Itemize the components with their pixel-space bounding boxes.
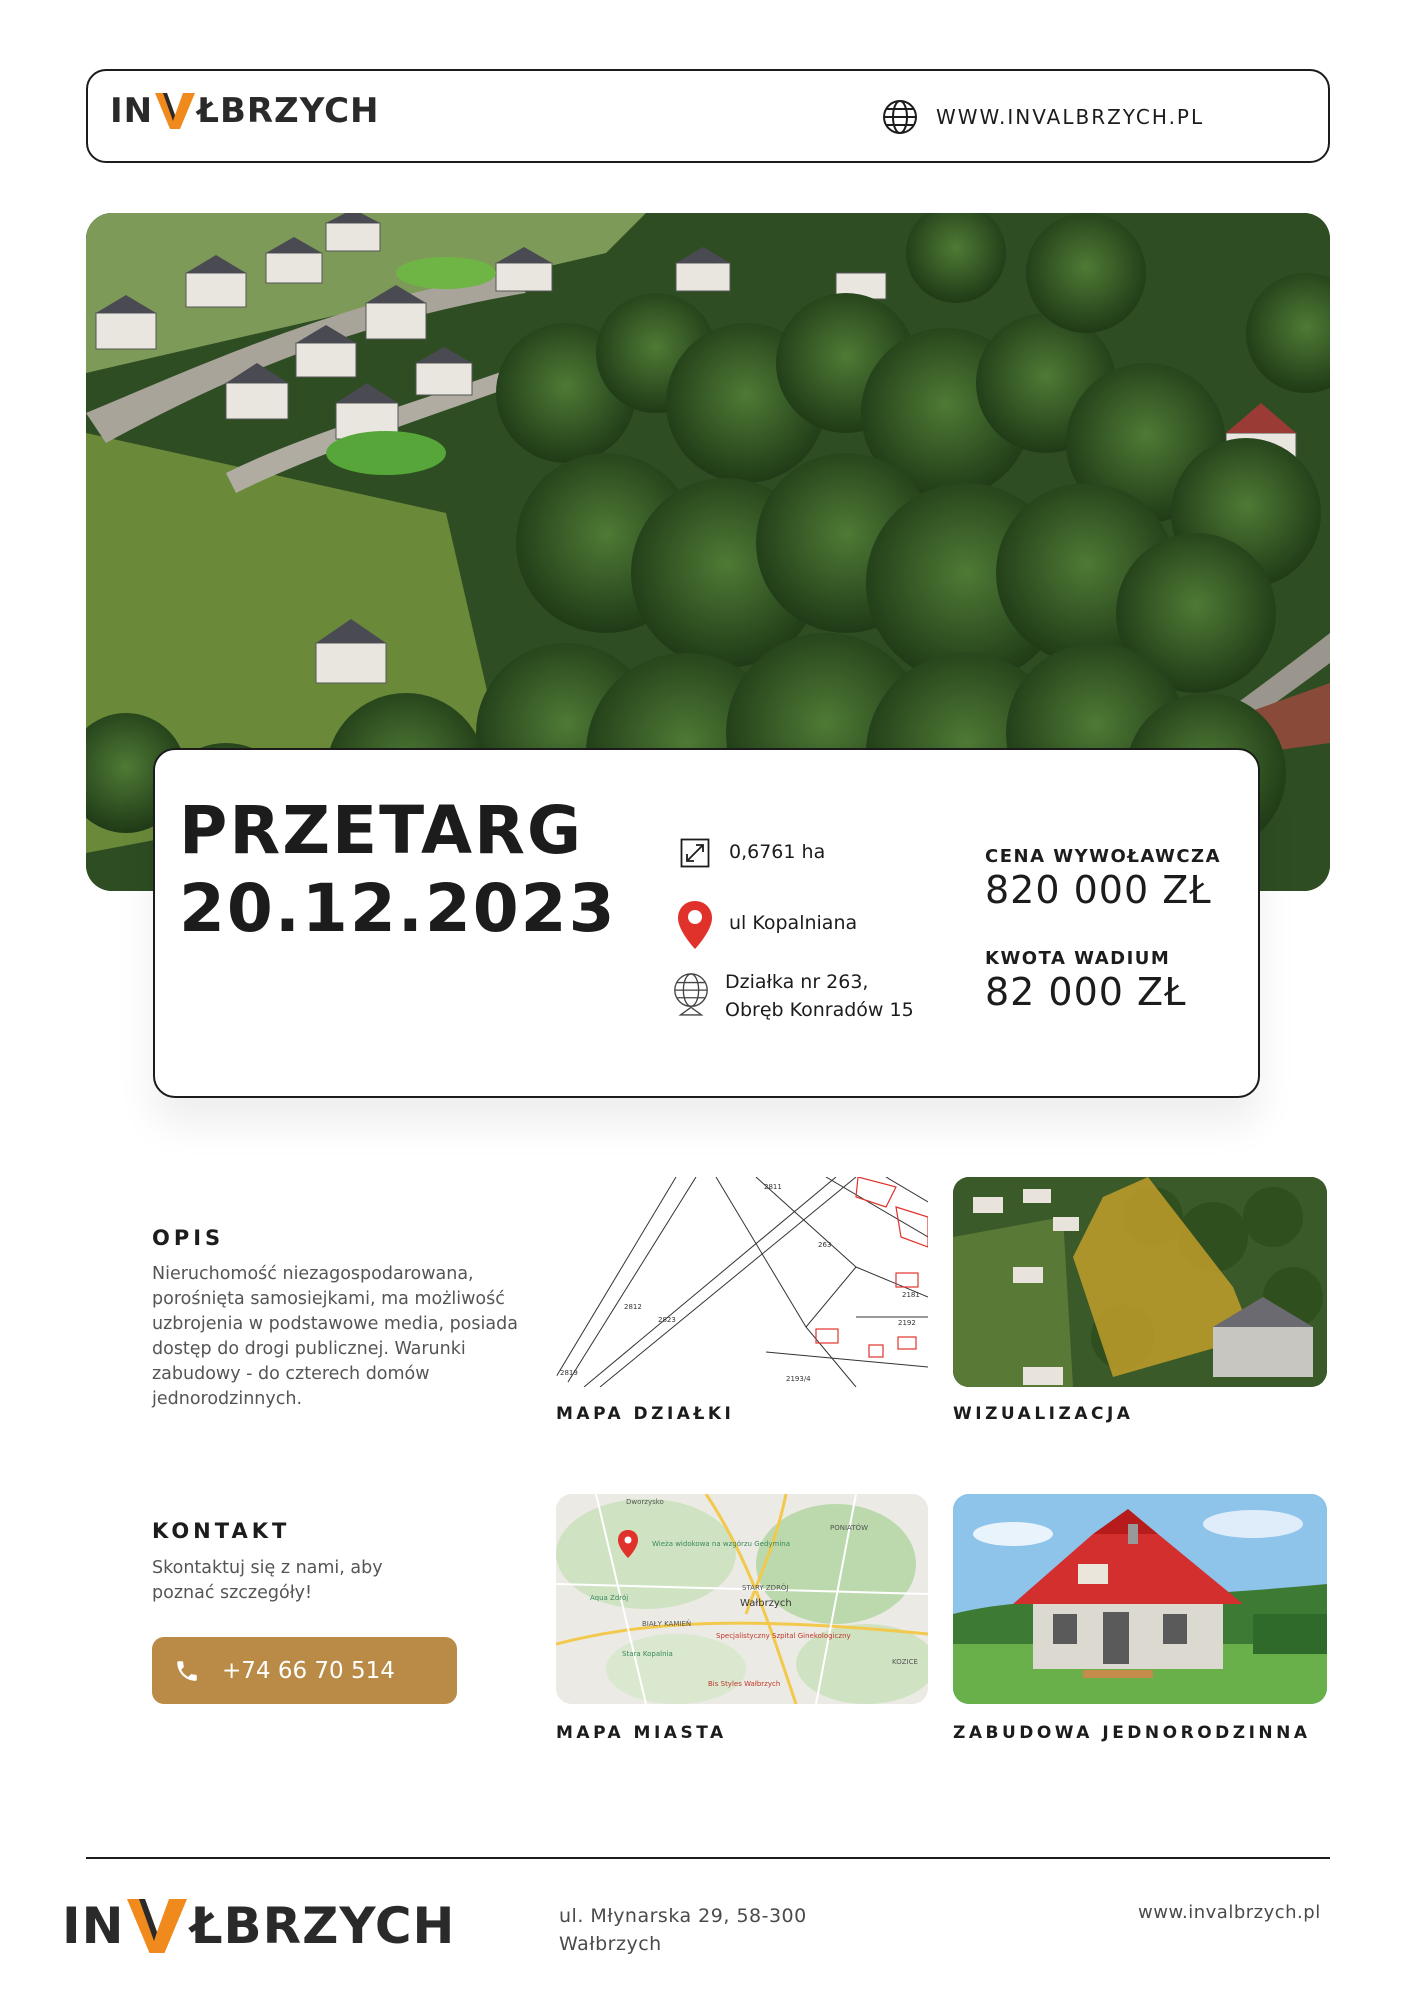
description-text: Nieruchomość niezagospodarowana, porośnięta samosiejkami, ma możliwość uzbrojenia w podstawowe media, posiada dostęp do drogi publicznej. Warunki zabudowy - do czterech domów jednorodzinnych. [152, 1264, 518, 1409]
logo-text-suffix: ŁBRZYCH [197, 91, 380, 131]
website-link[interactable] [882, 99, 1204, 135]
plot-map-label-2181: 2181 [902, 1291, 920, 1299]
city-map-caption: MAPA MIASTA [556, 1723, 727, 1743]
plot-map-image[interactable] [556, 1177, 928, 1387]
street-value: ul Kopalniana [729, 912, 858, 934]
street-fact [675, 900, 857, 950]
city-map-label-hospital: Specjalistyczny Szpital Ginekologiczny [716, 1632, 851, 1640]
footer-brand-logo[interactable] [62, 1896, 455, 1956]
footer-divider [86, 1857, 1330, 1859]
phone-icon [174, 1658, 200, 1684]
contact-text: Skontaktuj się z nami, aby poznać szczegóły! [152, 1558, 383, 1603]
city-map-label-dworzysko: Dworzysko [626, 1498, 664, 1506]
area-fact [675, 838, 825, 868]
starting-price-value: 820 000 ZŁ [985, 868, 1212, 912]
plot-map-label-2823: 2823 [658, 1316, 676, 1324]
plot-map-drawing [556, 1177, 928, 1387]
logo-v-mark [153, 91, 197, 131]
starting-price-label: CENA WYWOŁAWCZA [985, 846, 1222, 867]
footer-address-line2: Wałbrzych [559, 1933, 662, 1955]
single-family-caption: ZABUDOWA JEDNORODZINNA [953, 1723, 1311, 1743]
house-photo-drawing [953, 1494, 1327, 1704]
phone-number: +74 66 70 514 [222, 1657, 395, 1684]
city-map-image[interactable] [556, 1494, 928, 1704]
visualization-caption: WIZUALIZACJA [953, 1404, 1134, 1424]
footer-logo-v-mark [124, 1896, 190, 1956]
city-map-label-stary-zdroj: STARY ZDRÓJ [742, 1584, 789, 1592]
deposit-value: 82 000 ZŁ [985, 970, 1187, 1014]
description-heading: OPIS [152, 1226, 225, 1250]
plot-number: Działka nr 263, [725, 971, 869, 993]
contact-heading: KONTAKT [152, 1519, 291, 1543]
footer-address [559, 1902, 807, 1958]
header-bar [86, 69, 1330, 163]
brand-logo[interactable] [110, 91, 380, 131]
visualization-image[interactable] [953, 1177, 1327, 1387]
globe-icon [882, 99, 918, 135]
plot-map-label-2192: 2192 [898, 1319, 916, 1327]
auction-date: 20.12.2023 [179, 870, 617, 947]
city-map-label-poniatow: PONIATÓW [830, 1524, 868, 1532]
footer-website-link[interactable]: www.invalbrzych.pl [1138, 1902, 1321, 1923]
plot-district: Obręb Konradów 15 [725, 999, 914, 1021]
plot-map-label-2811: 2811 [764, 1183, 782, 1191]
footer-address-line1: ul. Młynarska 29, 58-300 [559, 1905, 807, 1927]
area-resize-icon [680, 838, 710, 868]
website-url: WWW.INVALBRZYCH.PL [936, 105, 1205, 129]
city-map-label-kozice: KOZICE [892, 1658, 918, 1666]
city-map-label-walbrzych: Wałbrzych [740, 1598, 792, 1609]
city-map-label-hotel: Bis Styles Wałbrzych [708, 1680, 781, 1688]
area-value: 0,6761 ha [729, 841, 826, 863]
city-map-label-bialy-kamien: BIAŁY KAMIEŃ [642, 1620, 692, 1628]
plot-map-label-2812: 2812 [624, 1303, 642, 1311]
city-map-label-tower: Wieża widokowa na wzgórzu Gedymina [652, 1540, 791, 1548]
auction-info-card [153, 748, 1260, 1098]
phone-button[interactable] [152, 1637, 457, 1704]
plot-map-label-2819: 2819 [560, 1369, 578, 1377]
globe-survey-icon [671, 968, 711, 1018]
footer-logo-text-suffix: ŁBRZYCH [190, 1897, 456, 1955]
deposit-label: KWOTA WADIUM [985, 948, 1171, 969]
plot-map-label-263: 263 [818, 1241, 832, 1249]
plot-map-caption: MAPA DZIAŁKI [556, 1404, 735, 1424]
footer-logo-text-prefix: IN [62, 1897, 125, 1955]
visualization-drawing [953, 1177, 1327, 1387]
city-map-label-aqua: Aqua Zdrój [590, 1594, 629, 1602]
single-family-house-image[interactable] [953, 1494, 1327, 1704]
logo-text-prefix: IN [110, 91, 154, 131]
city-map-label-stara-kopalnia: Stara Kopalnia [622, 1650, 673, 1658]
location-pin-icon [677, 900, 713, 950]
plot-map-label-2193-4: 2193/4 [786, 1375, 811, 1383]
plot-fact [671, 968, 914, 1024]
city-map-drawing [556, 1494, 928, 1704]
auction-title: PRZETARG [179, 792, 584, 869]
